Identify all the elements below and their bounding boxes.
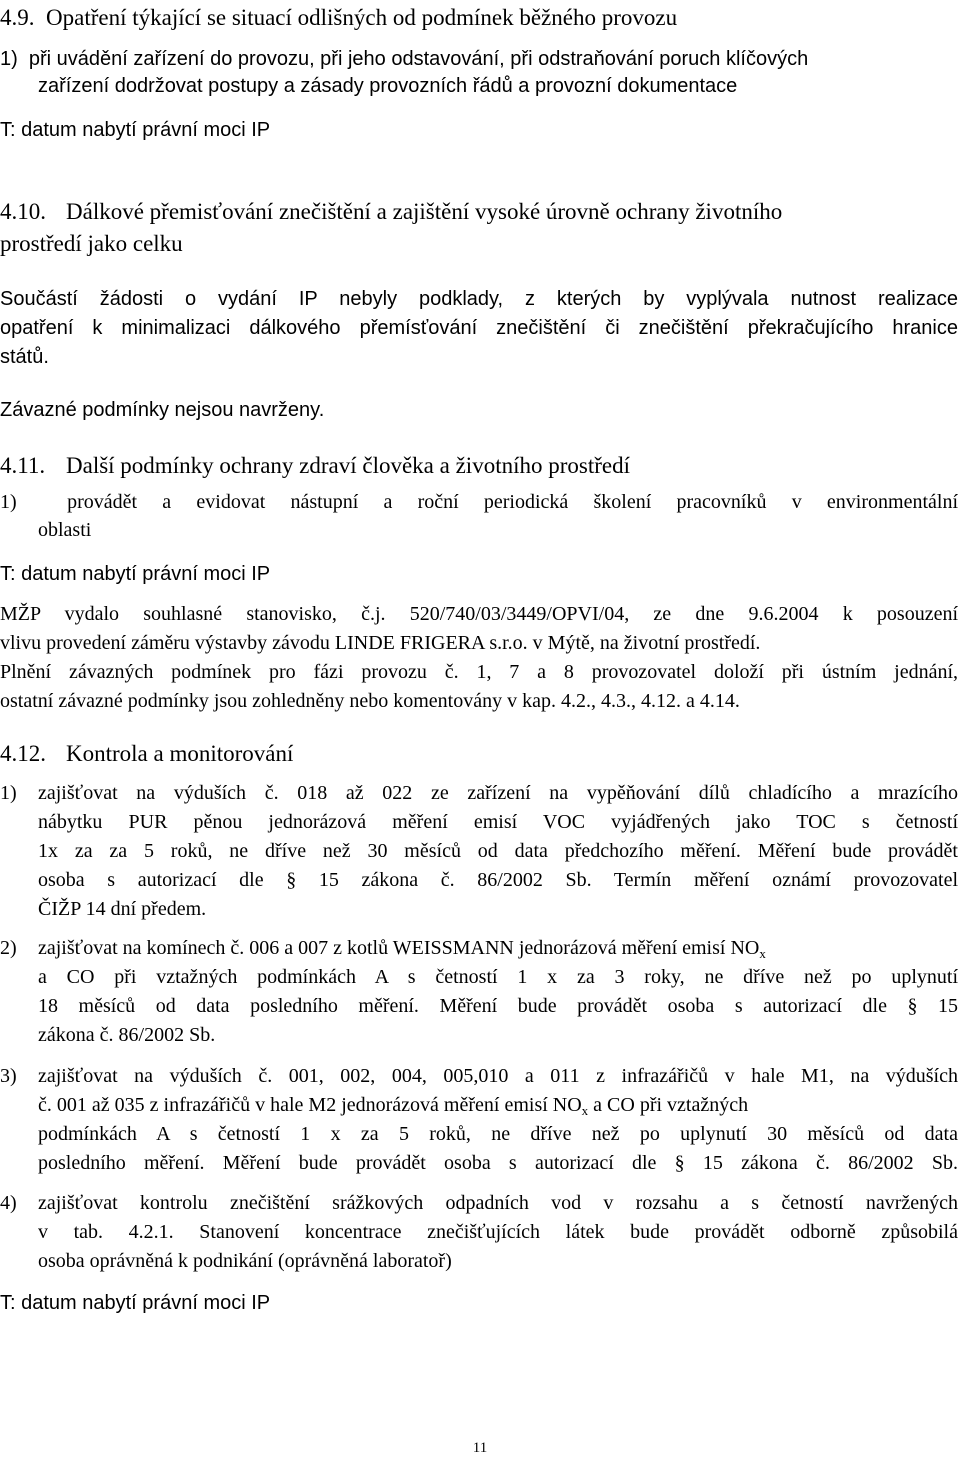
s412-item-4-line-3: osoba oprávněná k podnikání (oprávněná laboratoř) bbox=[38, 1250, 452, 1272]
s411-item-1-line-1: 1) provádět a evidovat nástupní a roční periodická školení pracovníků v environmentální bbox=[0, 491, 958, 513]
s412-item-1-line-3: 1x za za 5 roků, ne dříve než 30 měsíců od data předchozího měření. Měření bude provádět bbox=[38, 840, 958, 862]
s412-item-3-line-1: zajišťovat na výduších č. 001, 002, 004, 005,010 a 011 z infrazářičů v hale M1, na výduších bbox=[38, 1065, 958, 1087]
s412-item-3-line-4: posledního měření. Měření bude provádět osoba s autorizací dle § 15 zákona č. 86/2002 Sb. bbox=[38, 1152, 958, 1174]
s411-mzp-line-2: vlivu provedení záměru výstavby závodu LINDE FRIGERA s.r.o. v Mýtě, na životní prostředí. bbox=[0, 632, 761, 654]
section-4-10-heading-line-2: prostředí jako celku bbox=[0, 231, 183, 256]
section-number: 4.12. bbox=[0, 741, 46, 766]
s412-item-1-line-4: osoba s autorizací dle § 15 zákona č. 86/2002 Sb. Termín měření oznámí provozovatel bbox=[38, 869, 958, 891]
section-4-12-heading bbox=[0, 740, 293, 768]
section-title: Dálkové přemisťování znečištění a zajištění vysoké úrovně ochrany životního bbox=[66, 199, 783, 224]
s412-item-3-number: 3) bbox=[0, 1065, 17, 1087]
s412-item-1-line-1: zajišťovat na výduších č. 018 až 022 ze zařízení na vypěňování dílů chladícího a mrazícího bbox=[38, 782, 958, 804]
s412-item-3-line-2 bbox=[38, 1092, 958, 1124]
s412-item-4-line-1: zajišťovat kontrolu znečištění srážkových odpadních vod v rozsahu a s četností navržených bbox=[38, 1192, 958, 1214]
s412-item-3-line-3: podmínkách A s četností 1 x za 5 roků, ne dříve než po uplynutí 30 měsíců od data bbox=[38, 1123, 958, 1145]
s412-term: T: datum nabytí právní moci IP bbox=[0, 1292, 271, 1314]
section-number: 4.10. bbox=[0, 199, 46, 224]
s412-item-2-line-1-text: zajišťovat na komínech č. 006 a 007 z kotlů WEISSMANN jednorázová měření emisí NO bbox=[38, 937, 760, 959]
s412-item-1-line-2: nábytku PUR pěnou jednorázová měření emisí VOC vyjádřených jako TOC s četností bbox=[38, 811, 958, 833]
s412-item-4-line-2: v tab. 4.2.1. Stanovení koncentrace znečišťujících látek bude provádět odborně způsobilá bbox=[38, 1221, 958, 1243]
s410-paragraph-line-1: Součástí žádosti o vydání IP nebyly podklady, z kterých by vyplývala nutnost realizace bbox=[0, 288, 958, 310]
section-title: Kontrola a monitorování bbox=[66, 741, 294, 766]
s411-mzp-line-1: MŽP vydalo souhlasné stanovisko, č.j. 520/740/03/3449/OPVI/04, ze dne 9.6.2004 k posouzení bbox=[0, 603, 958, 625]
subscript-x: x bbox=[581, 1103, 589, 1118]
section-4-10-heading bbox=[0, 198, 782, 226]
s412-item-1-line-5: ČIŽP 14 dní předem. bbox=[38, 898, 207, 920]
section-title: Další podmínky ochrany zdraví člověka a životního prostředí bbox=[66, 453, 630, 478]
s411-mzp-line-4: ostatní závazné podmínky jsou zohledněny nebo komentovány v kap. 4.2., 4.3., 4.12. a 4.14. bbox=[0, 690, 740, 712]
subscript-x: x bbox=[759, 946, 766, 961]
s412-item-4-number: 4) bbox=[0, 1192, 17, 1214]
section-4-9-heading: 4.9. Opatření týkající se situací odlišných od podmínek běžného provozu bbox=[0, 5, 678, 30]
s49-term: T: datum nabytí právní moci IP bbox=[0, 119, 271, 141]
s411-term: T: datum nabytí právní moci IP bbox=[0, 563, 271, 585]
s49-item-1-line-1: 1) při uvádění zařízení do provozu, při jeho odstavování, při odstraňování poruch klíčových bbox=[0, 48, 809, 70]
s410-paragraph-line-2: opatření k minimalizaci dálkového přemísťování znečištění či znečištění překračujícího hranice bbox=[0, 317, 958, 339]
s412-item-2-line-1 bbox=[38, 935, 958, 967]
s410-note: Závazné podmínky nejsou navrženy. bbox=[0, 399, 325, 421]
s412-item-2-line-4: zákona č. 86/2002 Sb. bbox=[38, 1024, 216, 1046]
s411-mzp-line-3: Plnění závazných podmínek pro fázi provozu č. 1, 7 a 8 provozovatel doloží při ústním jednání, bbox=[0, 661, 958, 683]
s412-item-1-number: 1) bbox=[0, 782, 17, 804]
s412-item-2-number: 2) bbox=[0, 937, 17, 959]
s412-item-2-line-3: 18 měsíců od data posledního měření. Měření bude provádět osoba s autorizací dle § 15 bbox=[38, 995, 958, 1017]
s410-paragraph-line-3: států. bbox=[0, 346, 49, 368]
s412-item-2-line-2: a CO při vztažných podmínkách A s četností 1 x za 3 roky, ne dříve než po uplynutí bbox=[38, 966, 958, 988]
s412-item-3-line-2-text-b: a CO při vztažných bbox=[588, 1094, 749, 1116]
page-number: 11 bbox=[472, 1440, 488, 1456]
s411-item-1-line-2: oblasti bbox=[38, 519, 92, 541]
s49-item-1-line-2: zařízení dodržovat postupy a zásady provozních řádů a provozní dokumentace bbox=[38, 75, 738, 97]
section-number: 4.11. bbox=[0, 453, 46, 478]
section-4-11-heading bbox=[0, 452, 630, 480]
s412-item-3-line-2-text-a: č. 001 až 035 z infrazářičů v hale M2 jednorázová měření emisí NO bbox=[38, 1094, 582, 1116]
